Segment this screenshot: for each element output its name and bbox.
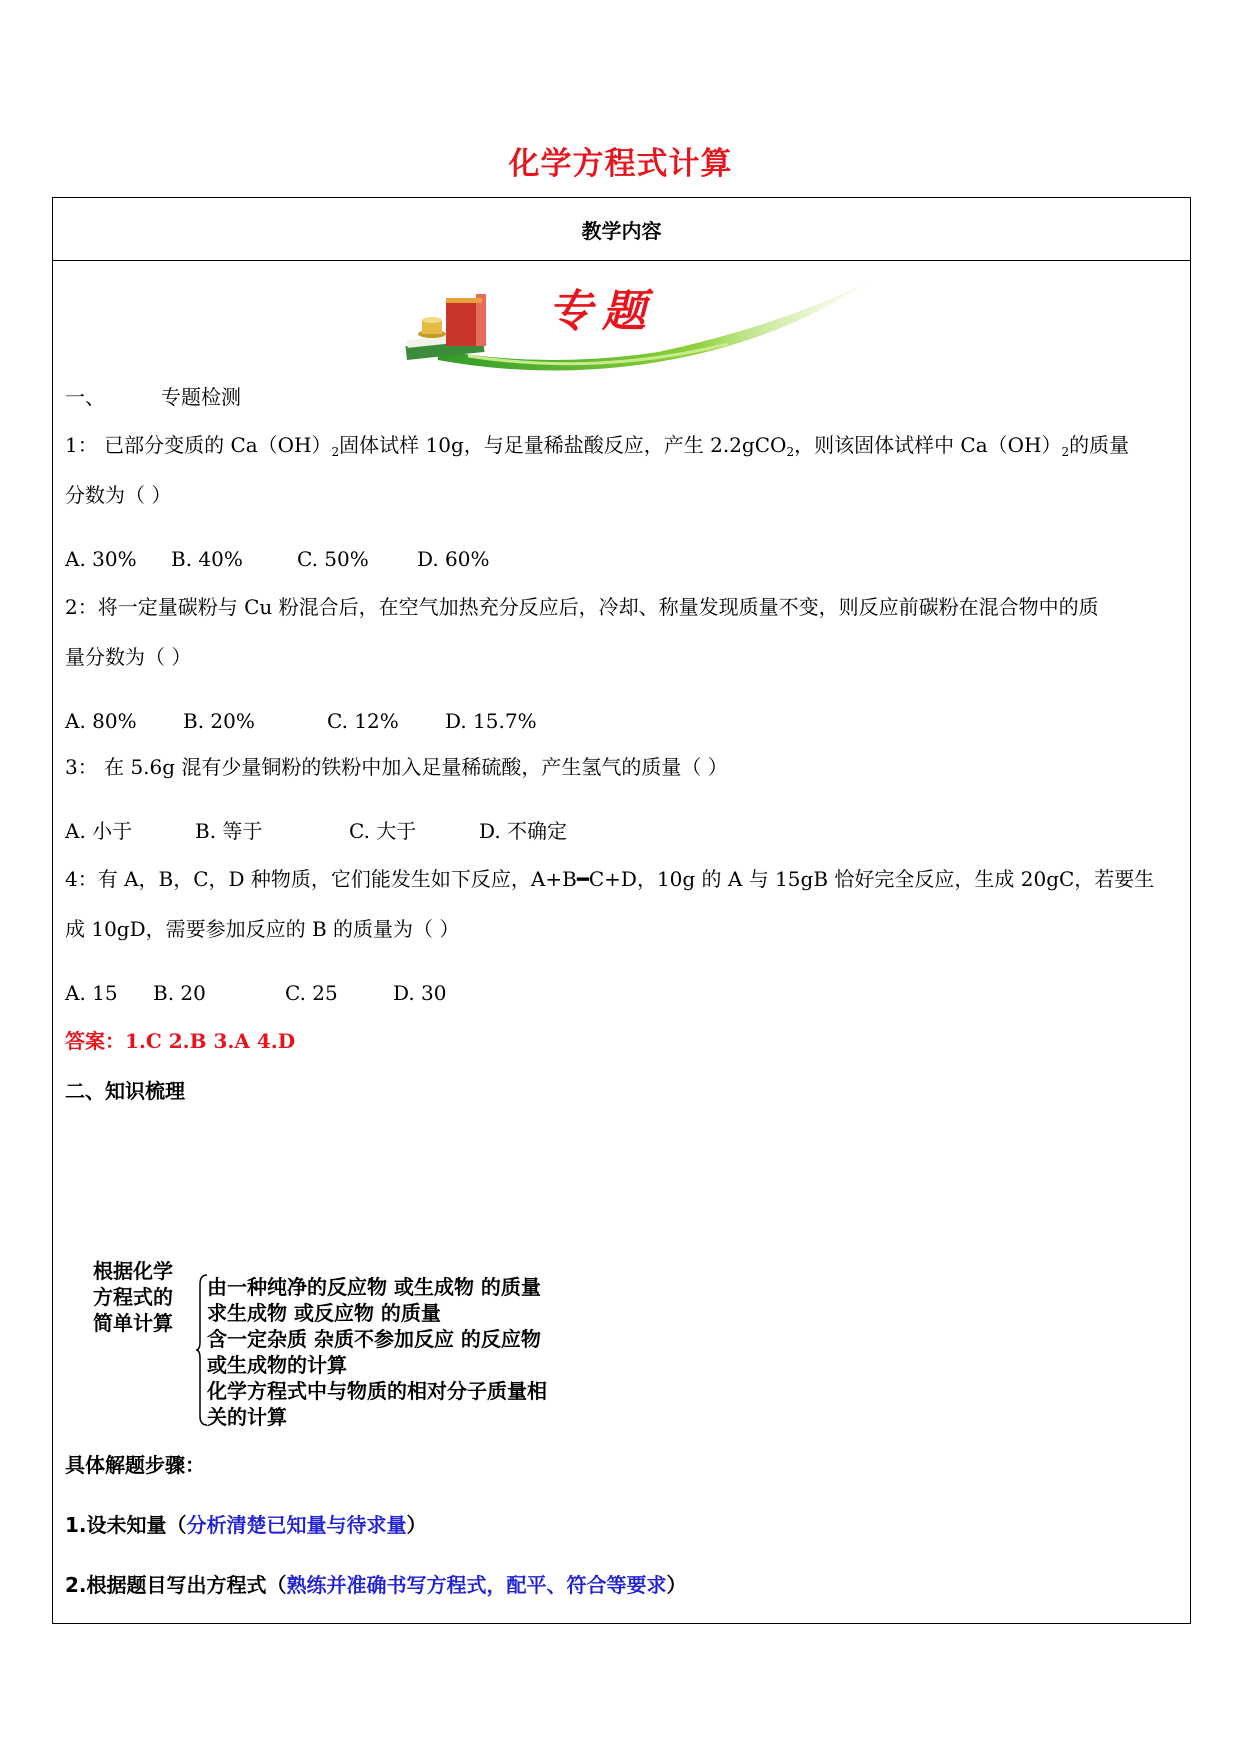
q4-line2: 成 10gD，需要参加反应的 B 的质量为（ ） [65,917,460,941]
tree-branches [207,1274,547,1430]
q1-line1: 1： 已部分变质的 $Ca(OH)_2$固体试样 10g，与足量稀盐酸反应，产生 2.2gCO$_2$，则该固体试样中 $Ca(OH)_2$的质量 [65,433,1130,459]
q2-line1: 2：将一定量碳粉与 Cu 粉混合后，在空气加热充分反应后，冷却、称量发现质量不变，则反应前碳粉在混合物中的质 [65,595,1099,619]
step-1: 1.设未知量（分析清楚已知量与待求量） [65,1513,427,1537]
tree-root-label: 根据化学 方程式的 简单计算 [93,1259,173,1335]
step-2-note: 熟练并准确书写方程式，配平、符合等要求 [286,1573,667,1597]
section1-label: 一、 [65,385,105,409]
step-1-note: 分析清楚已知量与待求量 [186,1513,407,1537]
tree-branch-line: 化学方程式中与物质的相对分子质量相 [207,1379,547,1403]
q2-line2: 量分数为（ ） [65,645,192,669]
section1-heading [65,384,241,410]
step-2: 2.根据题目写出方程式（熟练并准确书写方程式，配平、符合等要求） [65,1573,687,1597]
answer-line: 答案：1.C 2.B 3.A 4.D [65,1029,296,1053]
banner-text: 专题 [548,286,656,337]
tree-branch-line: 含一定杂质 杂质不参加反应 的反应物 [207,1327,541,1351]
q4-options: A. 15 B. 20 C. 25 D. 30 [65,981,447,1005]
q3-options: A. 小于 B. 等于 C. 大于 D. 不确定 [65,819,568,843]
tree-branch-line: 或生成物的计算 [207,1353,347,1377]
section2-heading: 二、知识梳理 [65,1079,185,1103]
table-header: 教学内容 [53,198,1190,261]
page-title: 化学方程式计算 [508,146,733,182]
q1-options: A. 30% B. 40% C. 50% D. 60% [65,547,490,571]
tree-branch-line: 求生成物 或反应物 的质量 [207,1301,441,1325]
tree-branch-line: 由一种纯净的反应物 或生成物 的质量 [207,1275,541,1299]
q1-line2: 分数为（ ） [65,483,172,507]
q3-line1: 3： 在 5.6g 混有少量铜粉的铁粉中加入足量稀硫酸，产生氢气的质量（ ） [65,755,728,779]
book-stack-icon [405,294,486,360]
steps-title: 具体解题步骤： [65,1453,205,1477]
q4-line1: 4：有 A，B，C，D 种物质，它们能发生如下反应，A+B━C+D，10g 的 A 与 15gB 恰好完全反应，生成 20gC，若要生 [65,867,1155,891]
tree-branch-line: 关的计算 [207,1405,287,1429]
section1-title: 专题检测 [161,385,241,409]
q2-options: A. 80% B. 20% C. 12% D. 15.7% [65,709,537,733]
content-table [52,197,1191,1624]
topic-banner [398,264,898,384]
